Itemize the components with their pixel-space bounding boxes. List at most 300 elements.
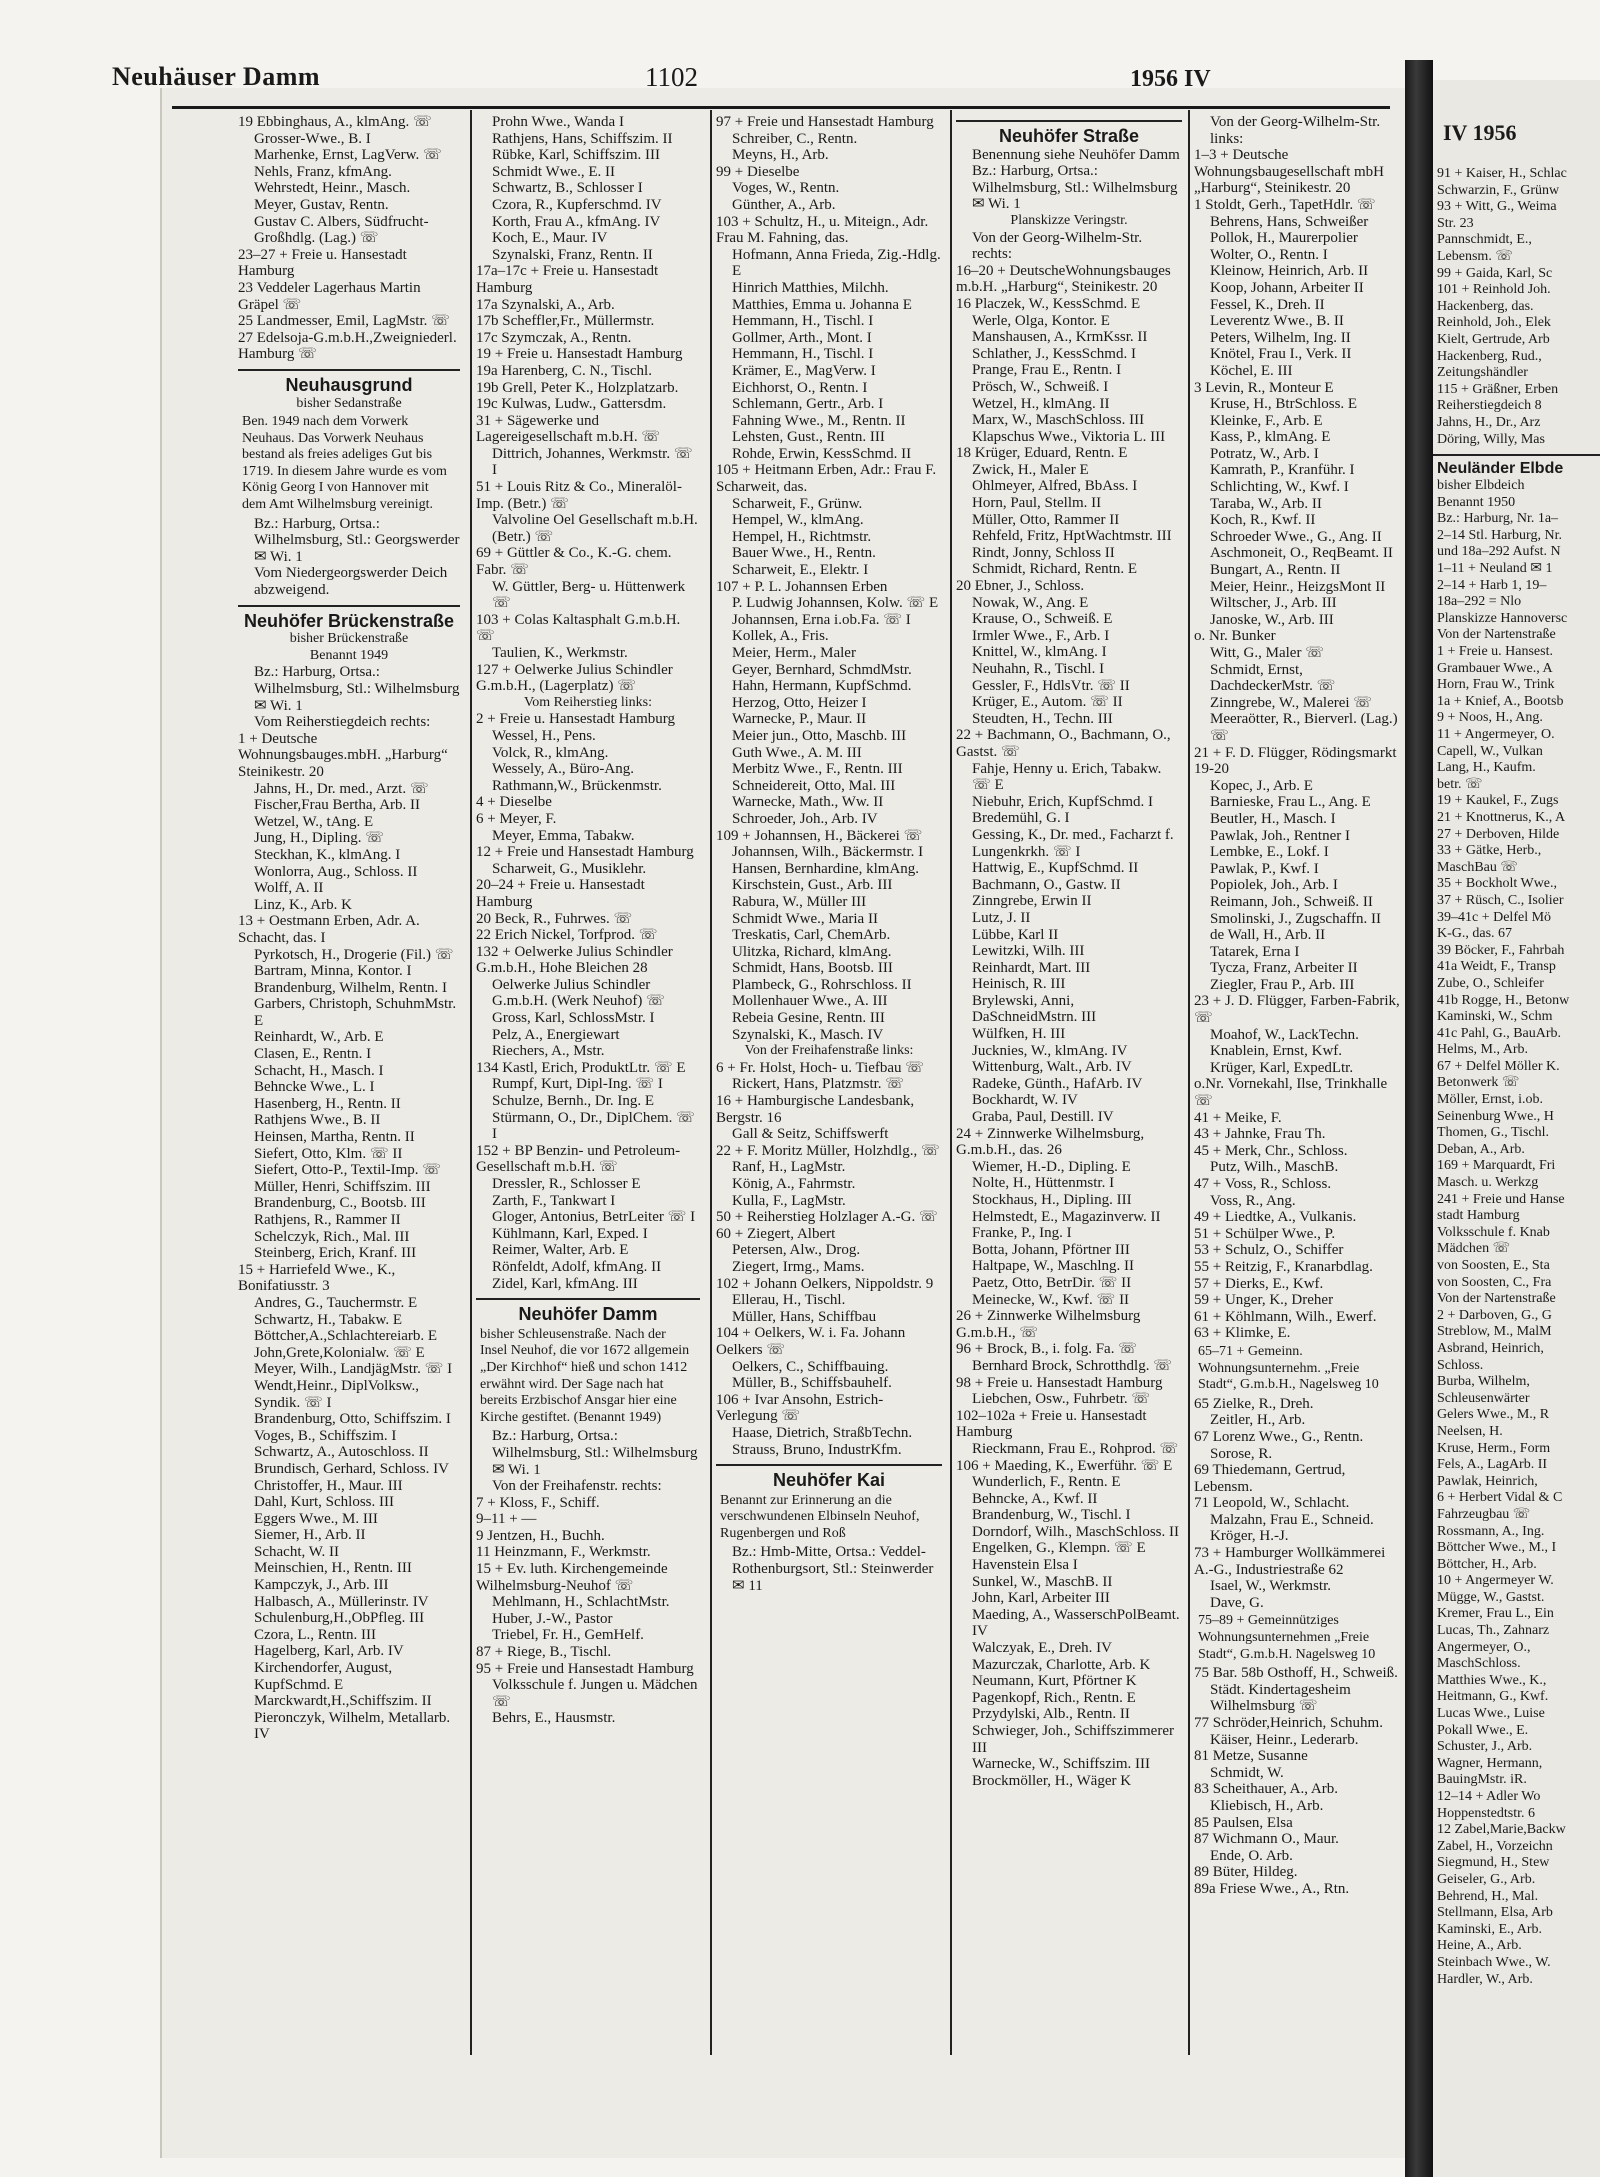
directory-entry: Lewitzki, Wilh. III (972, 943, 1085, 960)
directory-entry: Von der Georg-Wilhelm-Str. rechts: (972, 229, 1143, 263)
directory-entry: 31 + Sägewerke und Lagereigesellschaft m.b.H. ☏ (476, 412, 661, 446)
column-divider (1188, 110, 1190, 2055)
directory-entry: Wendt,Heinr., DiplVolksw., Syndik. ☏ I (254, 1377, 420, 1411)
directory-entry: Bz.: Harburg, Nr. 1a– (1437, 511, 1559, 527)
directory-entry: 11 Heinzmann, F., Werkmstr. (476, 1544, 651, 1561)
directory-entry: Nolte, H., Hüttenmstr. I (972, 1175, 1115, 1192)
directory-entry: Tatarek, Erna I (1210, 943, 1300, 960)
directory-entry: Meinschien, H., Rentn. III (254, 1560, 412, 1577)
page-number: 1102 (645, 62, 698, 92)
column-divider (950, 110, 952, 2055)
directory-entry: 98 + Freie u. Hansestadt Hamburg (956, 1374, 1163, 1391)
directory-entry: 13 + Oestmann Erben, Adr. A. Schacht, das. I (238, 913, 420, 946)
directory-entry: Ohlmeyer, Alfred, BbAss. I (972, 478, 1138, 495)
directory-entry: Zeitler, H., Arb. (1210, 1412, 1306, 1429)
directory-entry: Hoppenstedtstr. 6 (1437, 1805, 1535, 1821)
directory-entry: Lembke, E., Lokf. I (1210, 844, 1329, 861)
directory-entry: Reimer, Walter, Arb. E (492, 1242, 629, 1259)
directory-entry: Kleinow, Heinrich, Arb. II (1210, 263, 1369, 280)
directory-entry: Lucas, Th., Zahnarz (1437, 1623, 1550, 1639)
directory-entry: Str. 23 (1437, 215, 1474, 231)
directory-entry: 134 Kastl, Erich, ProduktLtr. ☏ E (476, 1059, 686, 1076)
directory-entry: Hofmann, Anna Frieda, Zig.-Hdlg. E (732, 246, 941, 280)
directory-entry: Behrens, Hans, Schweißer (1210, 213, 1369, 230)
directory-entry: Meinecke, W., Kwf. ☏ II (972, 1291, 1130, 1308)
directory-entry: Jucknies, W., klmAng. IV (972, 1042, 1128, 1059)
directory-entry: Linz, K., Arb. K (254, 896, 352, 913)
directory-entry: Geyer, Bernhard, SchmdMstr. (732, 661, 912, 678)
directory-entry: 1 + Deutsche Wohnungsbauges.mbH. „Harburg“ Steinikestr. 20 (238, 730, 448, 780)
directory-entry: Von der Nartenstraße (1437, 627, 1556, 643)
directory-entry: Kruse, Herm., Form (1437, 1440, 1551, 1456)
directory-entry: Petersen, Alw., Drog. (732, 1242, 861, 1259)
directory-entry: 89a Friese Wwe., A., Rtn. (1194, 1880, 1350, 1897)
directory-entry: 1–3 + Deutsche Wohnungsbaugesellschaft mbH „Harburg“, Steinikestr. 20 (1194, 147, 1385, 197)
directory-entry: Pelz, A., Energiewart (492, 1026, 620, 1043)
directory-entry: Lebensm. ☏ (1437, 248, 1513, 264)
directory-entry: Mädchen ☏ (1437, 1241, 1511, 1257)
directory-entry: Kruse, H., BtrSchloss. E (1210, 396, 1358, 413)
directory-entry: Helmstedt, E., Magazinverw. II (972, 1208, 1161, 1225)
directory-entry: Wetzel, H., klmAng. II (972, 395, 1110, 412)
directory-entry: Schlichting, W., Kwf. I (1210, 479, 1349, 496)
directory-entry: 50 + Reiherstieg Holzlager A.-G. ☏ (716, 1209, 938, 1226)
directory-entry: 16 Placzek, W., KessSchmd. E (956, 295, 1141, 312)
directory-entry: Eichhorst, O., Rentn. I (732, 379, 868, 396)
facing-page-header: IV 1956 (1443, 120, 1517, 145)
directory-entry: Irmler Wwe., F., Arb. I (972, 627, 1110, 644)
directory-entry: Mazurczak, Charlotte, Arb. K (972, 1656, 1151, 1673)
directory-entry: Deban, A., Arb. (1437, 1141, 1525, 1157)
directory-entry: Wagner, Hermann, (1437, 1755, 1543, 1771)
directory-entry: von Soosten, E., Sta (1437, 1258, 1550, 1273)
directory-entry: Gross, Karl, SchlossMstr. I (492, 1010, 655, 1027)
directory-entry: Matthies Wwe., K., (1437, 1672, 1547, 1688)
directory-entry: Jahns, H., Dr., Arz (1437, 414, 1541, 430)
directory-entry: 20 Ebner, J., Schloss. (956, 578, 1085, 595)
directory-entry: Janoske, W., Arb. III (1210, 611, 1334, 628)
directory-entry: Szynalski, K., Masch. IV (732, 1026, 884, 1043)
directory-entry: Zwick, H., Maler E (972, 461, 1089, 478)
directory-entry: Reiherstiegdeich 8 (1437, 398, 1542, 414)
directory-entry: Brandenburg, Wilhelm, Rentn. I (254, 979, 447, 996)
year-volume: 1956 IV (1130, 66, 1211, 92)
directory-entry: John,Grete,Kolonialw. ☏ E (254, 1344, 425, 1361)
directory-entry: Leverentz Wwe., B. II (1210, 313, 1344, 330)
directory-entry: Zabel, H., Vorzeichn (1437, 1838, 1553, 1854)
directory-entry: Müller, Hans, Schiffbau (732, 1308, 877, 1325)
directory-entry: Huber, J.-W., Pastor (492, 1610, 613, 1627)
directory-entry: Müller, Otto, Rammer II (972, 511, 1120, 528)
directory-entry: Guth Wwe., A. M. III (732, 744, 862, 761)
directory-entry: Rathmann,W., Brückenmstr. (492, 777, 662, 794)
directory-entry: Gessing, K., Dr. med., Facharzt f. Lungenkrkh. ☏ I (972, 826, 1174, 860)
book-gutter (1405, 60, 1433, 2177)
column-2 (476, 114, 700, 2054)
directory-entry: Herzog, Otto, Heizer I (732, 694, 867, 711)
directory-entry: 10 + Angermeyer W. (1437, 1573, 1554, 1589)
directory-entry: Böttcher, H., Arb. (1437, 1556, 1537, 1572)
column-divider (710, 110, 712, 2055)
directory-entry: Pagenkopf, Rich., Rentn. E (972, 1689, 1136, 1706)
directory-entry: Asbrand, Heinrich, (1437, 1340, 1544, 1356)
directory-entry: 99 + Gaida, Karl, Sc (1437, 265, 1553, 281)
directory-entry: Städt. Kindertagesheim Wilhelmsburg ☏ (1210, 1681, 1351, 1715)
street-description: bisher Schleusenstraße. Nach der Insel Neuhof, die vor 1672 allgemein „Der Kirchhof“ hieß und schon 1412 erwähnt wird. Der Sage nach hat bereits Erzbischof Ansgar hier eine Kirche gestiftet. (Benannt 1949) (480, 1326, 690, 1425)
directory-entry: Volksschule f. Jungen u. Mädchen ☏ (492, 1677, 698, 1710)
directory-entry: K-G., das. 67 (1437, 926, 1513, 942)
directory-entry: 127 + Oelwerke Julius Schindler G.m.b.H., (Lagerplatz) ☏ (476, 661, 673, 695)
facing-page-lines (1433, 166, 1600, 1988)
directory-entry: Pawlak, Joh., Rentner I (1210, 827, 1350, 844)
directory-entry: Mehlmann, H., SchlachtMstr. (492, 1594, 670, 1611)
directory-entry: Von der Nartenstraße (1437, 1291, 1556, 1307)
directory-entry: Niebuhr, Erich, KupfSchmd. I (972, 793, 1154, 810)
directory-entry: Koch, R., Kwf. II (1210, 512, 1316, 529)
directory-entry: 69 + Güttler & Co., K.-G. chem. Fabr. ☏ (476, 545, 672, 579)
directory-entry: Hemmann, H., Tischl. I (732, 346, 874, 363)
directory-entry: 2 + Darboven, G., G (1437, 1307, 1552, 1323)
directory-entry: Marckwardt,H.,Schiffszim. II (254, 1693, 432, 1710)
directory-entry: Bz.: Harburg, Ortsa.: Wilhelmsburg, Stl.: Wilhelmsburg ✉ Wi. 1 (254, 664, 460, 714)
column-4 (956, 114, 1182, 2054)
directory-entry: 93 + Witt, G., Weima (1437, 199, 1557, 215)
directory-entry: Benannt 1950 (1437, 494, 1516, 510)
directory-entry: Heine, A., Arb. (1437, 1938, 1522, 1954)
directory-entry: Ziegler, Frau P., Arb. III (1210, 976, 1355, 993)
directory-entry: Wolff, A. II (254, 880, 324, 897)
directory-entry: Krause, O., Schweiß. E (972, 611, 1113, 628)
directory-entry: Schulenburg,H.,ObPfleg. III (254, 1610, 425, 1627)
street-heading: Neuhöfer Kai (716, 1464, 942, 1489)
directory-entry: 2–14 Stl. Harburg, Nr. (1437, 527, 1562, 543)
directory-entry: Bungart, A., Rentn. II (1210, 562, 1341, 579)
directory-entry: Gustav C. Albers, Südfrucht-Großhdlg. (Lag.) ☏ (254, 213, 429, 247)
directory-entry: Hasenberg, H., Rentn. II (254, 1095, 401, 1112)
directory-entry: 55 + Reitzig, F., Kranarbdlag. (1194, 1258, 1373, 1275)
directory-entry: 19 + Freie u. Hansestadt Hamburg (476, 346, 683, 363)
directory-entry: Hardler, W., Arb. (1437, 1971, 1533, 1987)
directory-entry: Kühlmann, Karl, Exped. I (492, 1225, 648, 1242)
directory-entry: 104 + Oelkers, W. i. Fa. Johann Oelkers ☏ (716, 1325, 906, 1358)
directory-entry: Kulla, F., LagMstr. (732, 1192, 846, 1209)
directory-entry: Schmidt Wwe., Maria II (732, 910, 878, 927)
directory-entry: 19a Harenberg, C. N., Tischl. (476, 362, 652, 379)
directory-entry: Schmidt, Hans, Bootsb. III (732, 960, 893, 977)
directory-entry: o. Nr. Bunker (1194, 628, 1276, 645)
directory-entry: Knötel, Frau I., Verk. II (1210, 346, 1352, 363)
directory-entry: Kröger, H.-J. (1210, 1528, 1289, 1545)
directory-entry: Fels, A., LagArb. II (1437, 1457, 1548, 1473)
directory-entry: Bz.: Harburg, Ortsa.: Wilhelmsburg, Stl.: Wilhelmsburg ✉ Wi. 1 (972, 163, 1178, 213)
directory-entry: Koch, E., Maur. IV (492, 230, 608, 247)
directory-entry: Malzahn, Frau E., Schneid. (1210, 1511, 1374, 1528)
directory-entry: 17c Szymczak, A., Rentn. (476, 329, 632, 346)
directory-entry: Zinngrebe, W., Malerei ☏ (1210, 694, 1373, 711)
directory-entry: Dorndorf, Wilh., MaschSchloss. II (972, 1523, 1180, 1540)
directory-entry: 102–102a + Freie u. Hansestadt Hamburg (956, 1407, 1147, 1441)
directory-entry: Christoffer, H., Maur. III (254, 1477, 403, 1494)
directory-entry: Zarth, F., Tankwart I (492, 1192, 616, 1209)
directory-entry: 91 + Kaiser, H., Schlac (1437, 166, 1567, 181)
directory-entry: Johannsen, Erna i.ob.Fa. ☏ I (732, 611, 911, 628)
directory-entry: Grambauer Wwe., A (1437, 660, 1553, 676)
directory-entry: Ranf, H., LagMstr. (732, 1159, 846, 1176)
directory-entry: Dressler, R., Schlosser E (492, 1176, 641, 1192)
directory-entry: 1 Stoldt, Gerh., TapetHdlr. ☏ (1194, 196, 1376, 213)
directory-entry: Heinsen, Martha, Rentn. II (254, 1129, 415, 1146)
directory-entry: Brandenburg, W., Tischl. I (972, 1507, 1131, 1524)
directory-entry: Lutz, J. II (972, 909, 1031, 926)
directory-entry: Heinisch, R. III (972, 976, 1066, 993)
directory-entry: 26 + Zinnwerke Wilhelmsburg G.m.b.H., ☏ (956, 1308, 1141, 1341)
directory-entry: Schlather, J., KessSchmd. I (972, 345, 1136, 362)
directory-entry: 19c Kulwas, Ludw., Gattersdm. (476, 396, 667, 413)
directory-entry: Schmidt, W. (1210, 1764, 1284, 1781)
directory-entry: Reinhold, Joh., Elek (1437, 315, 1551, 331)
directory-entry: Behncke Wwe., L. I (254, 1079, 375, 1096)
directory-entry: Stockhaus, H., Dipling. III (972, 1192, 1132, 1208)
directory-entry: 9–11 + — (476, 1511, 537, 1528)
directory-entry: 106 + Ivar Ansohn, Estrich-Verlegung ☏ (716, 1391, 884, 1425)
directory-entry: Havenstein Elsa I (972, 1557, 1078, 1574)
directory-entry: Bz.: Harburg, Ortsa.: Wilhelmsburg, Stl.: Georgswerder ✉ Wi. 1 (254, 515, 460, 565)
directory-entry: Voges, W., Rentn. (732, 180, 840, 197)
directory-entry: Marhenke, Ernst, LagVerw. ☏ (254, 147, 442, 164)
directory-entry: Schroeder, Joh., Arb. IV (732, 810, 878, 827)
directory-entry: Klapschus Wwe., Viktoria L. III (972, 428, 1166, 445)
directory-entry: Wiltscher, J., Arb. III (1210, 595, 1337, 612)
directory-entry: 37 + Rüsch, C., Isolier (1437, 892, 1564, 908)
directory-entry: Voss, R., Ang. (1210, 1192, 1296, 1209)
directory-entry: 18a–292 = Nlo (1437, 594, 1522, 610)
directory-entry: o.Nr. Vornekahl, Ilse, Trinkhalle ☏ (1194, 1076, 1388, 1110)
directory-entry: 69 Thiedemann, Gertrud, Lebensm. (1194, 1462, 1346, 1495)
directory-entry: 21 + F. D. Flügger, Rödingsmarkt 19-20 (1194, 744, 1397, 778)
directory-entry: Schwieger, Joh., Schiffszimmerer III (972, 1723, 1174, 1756)
directory-entry: Bockhardt, W. IV (972, 1092, 1078, 1109)
directory-entry: 21 + Knottnerus, K., A (1437, 809, 1566, 825)
directory-entry: Smolinski, J., Zugschaffn. II (1210, 910, 1381, 927)
directory-entry: Hinrich Matthies, Milchh. (732, 279, 889, 296)
directory-entry: 25 Landmesser, Emil, LagMstr. ☏ (238, 313, 450, 330)
directory-entry: Siemer, H., Arb. II (254, 1527, 366, 1544)
directory-entry: Korth, Frau A., kfmAng. IV (492, 213, 661, 230)
directory-entry: 109 + Johannsen, H., Bäckerei ☏ (716, 827, 923, 844)
directory-entry: Marx, W., MaschSchloss. III (972, 412, 1145, 429)
directory-entry: 63 + Klimke, E. (1194, 1325, 1291, 1342)
directory-entry: Peters, Wilhelm, Ing. II (1210, 329, 1351, 346)
directory-entry: 47 + Voss, R., Schloss. (1194, 1176, 1332, 1192)
directory-entry: 43 + Jahnke, Frau Th. (1194, 1126, 1326, 1143)
directory-entry: 61 + Köhlmann, Wilh., Ewerf. (1194, 1308, 1377, 1325)
directory-entry: Fahrzeugbau ☏ (1437, 1506, 1531, 1522)
directory-entry: 1 + Freie u. Hansest. (1437, 644, 1553, 660)
directory-entry: Pawlak, P., Kwf. I (1210, 860, 1319, 877)
directory-entry: 67 Lorenz Wwe., G., Rentn. (1194, 1428, 1364, 1445)
directory-entry: 41b Rogge, H., Betonw (1437, 992, 1570, 1008)
column-1 (238, 114, 460, 2054)
directory-entry: Lehsten, Gust., Rentn. III (732, 429, 885, 446)
section-note: Planskizze Veringstr. (1010, 212, 1128, 228)
directory-entry: Geiseler, G., Arb. (1437, 1871, 1536, 1887)
directory-entry: Radeke, Günth., HafArb. IV (972, 1075, 1143, 1092)
directory-entry: Schmidt, Ernst, DachdeckerMstr. ☏ (1210, 661, 1336, 695)
directory-entry: Witt, G., Maler ☏ (1210, 645, 1324, 661)
directory-entry: Bachmann, O., Gastw. II (972, 876, 1121, 893)
directory-entry: Rathjens Wwe., B. II (254, 1112, 381, 1129)
directory-entry: Paetz, Otto, BetrDir. ☏ II (972, 1274, 1132, 1291)
directory-entry: Steckhan, K., klmAng. I (254, 846, 401, 863)
directory-entry: Prange, Frau E., Rentn. I (972, 362, 1122, 379)
directory-entry: 23 + J. D. Flügger, Farben-Fabrik, ☏ (1194, 993, 1400, 1027)
column-5 (1194, 114, 1402, 2054)
directory-entry: Bredemühl, G. I (972, 810, 1070, 827)
directory-entry: Gessler, F., HdlsVtr. ☏ II (972, 677, 1130, 694)
directory-entry: 15 + Ev. luth. Kirchengemeinde Wilhelmsburg-Neuhof ☏ (476, 1561, 668, 1594)
directory-entry: Schwartz, B., Schlosser I (492, 180, 643, 197)
directory-entry: Fischer,Frau Bertha, Arb. II (254, 797, 421, 814)
directory-entry: Engelken, G., Klempn. ☏ E (972, 1540, 1146, 1557)
directory-entry: Czora, L., Rentn. III (254, 1626, 377, 1643)
directory-entry: Strauss, Bruno, IndustrKfm. (732, 1441, 902, 1458)
directory-entry: Pollok, H., Maurerpolier (1210, 230, 1358, 247)
directory-entry: Lang, H., Kaufm. (1437, 760, 1536, 776)
directory-entry: 106 + Maeding, K., Ewerführ. ☏ E (956, 1457, 1173, 1474)
directory-entry: Hattwig, E., KupfSchmd. II (972, 860, 1139, 877)
directory-entry: Dave, G. (1210, 1594, 1264, 1611)
directory-entry: Szynalski, Franz, Rentn. II (492, 246, 653, 263)
directory-entry: Bartram, Minna, Kontor. I (254, 963, 412, 980)
directory-entry: 24 + Zinnwerke Wilhelmsburg, G.m.b.H., das. 26 (956, 1125, 1145, 1159)
directory-entry: Behrend, H., Mal. (1437, 1888, 1539, 1904)
directory-entry: 22 Erich Nickel, Torfprod. ☏ (476, 927, 658, 944)
directory-entry: und 18a–292 Aufst. N (1437, 544, 1561, 560)
directory-entry: Gall & Seitz, Schiffswerft (732, 1126, 889, 1143)
directory-entry: Sunkel, W., MaschB. II (972, 1573, 1113, 1590)
directory-entry: 19 + Kaukel, F., Zugs (1437, 793, 1559, 809)
street-heading: Neuländer Elbde (1433, 454, 1600, 478)
directory-entry: Kleinke, F., Arb. E (1210, 412, 1323, 429)
directory-entry: 57 + Dierks, E., Kwf. (1194, 1275, 1324, 1292)
directory-entry: Behrs, E., Hausmstr. (492, 1710, 616, 1727)
directory-entry: 85 Paulsen, Elsa (1194, 1814, 1293, 1831)
directory-entry: Kirschstein, Gust., Arb. III (732, 877, 893, 894)
directory-entry: Kirchendorfer, August, KupfSchmd. E (254, 1660, 393, 1693)
directory-entry: Wonlorra, Aug., Schloss. II (254, 863, 418, 880)
directory-entry: Gloger, Antonius, BetrLeiter ☏ I (492, 1209, 696, 1226)
directory-entry: Wittenburg, Walt., Arb. IV (972, 1059, 1132, 1076)
directory-entry: 39–41c + Delfel Mö (1437, 909, 1552, 925)
directory-entry: Brockmöller, H., Wäger K (972, 1772, 1132, 1789)
directory-entry: 45 + Merk, Chr., Schloss. (1194, 1142, 1348, 1159)
directory-entry: Kielt, Gertrude, Arb (1437, 331, 1550, 347)
directory-entry: Schmidt Wwe., E. II (492, 163, 616, 180)
directory-entry: 99 + Dieselbe (716, 163, 800, 180)
directory-entry: 107 + P. L. Johannsen Erben (716, 578, 888, 595)
directory-entry: Treskatis, Carl, ChemArb. (732, 927, 891, 944)
directory-entry: 102 + Johann Oelkers, Nippoldstr. 9 (716, 1275, 934, 1292)
directory-entry: Warnecke, Math., Ww. II (732, 794, 884, 811)
directory-entry: 89 Büter, Hildeg. (1194, 1864, 1298, 1881)
directory-entry: Bz.: Hmb-Mitte, Ortsa.: Veddel-Rothenburgsort, Stl.: Steinwerder ✉ 11 (732, 1544, 934, 1594)
directory-entry: Rebeia Gesine, Rentn. III (732, 1010, 885, 1027)
directory-entry: Volksschule f. Knab (1437, 1224, 1550, 1240)
directory-entry: Mollenhauer Wwe., A. III (732, 993, 888, 1010)
directory-entry: Betonwerk ☏ (1437, 1075, 1520, 1091)
directory-entry: 6 + Herbert Vidal & C (1437, 1490, 1563, 1506)
directory-entry: Mügge, W., Gastst. (1437, 1589, 1545, 1605)
directory-entry: Garbers, Christoph, SchuhmMstr. E (254, 996, 457, 1029)
directory-entry: Kamrath, P., Kranführ. I (1210, 462, 1355, 479)
directory-entry: Isael, W., Werkmstr. (1210, 1578, 1332, 1595)
street-heading: Neuhöfer Damm (476, 1298, 700, 1323)
directory-entry: Capell, W., Vulkan (1437, 743, 1543, 759)
directory-entry: Schwarzin, F., Grünw (1437, 182, 1560, 198)
column-3 (716, 114, 942, 2054)
directory-entry: Wiemer, H.-D., Dipling. E (972, 1158, 1131, 1175)
directory-entry: Prösch, W., Schweiß. I (972, 378, 1109, 395)
directory-entry: 2–14 + Harb 1, 19– (1437, 577, 1547, 593)
directory-entry: 1a + Knief, A., Bootsb (1437, 693, 1564, 709)
directory-entry: 103 + Colas Kaltasphalt G.m.b.H. ☏ (476, 611, 681, 645)
directory-entry: 22 + F. Moritz Müller, Holzhdlg., ☏ (716, 1142, 940, 1159)
directory-entry: Ulitzka, Richard, klmAng. (732, 943, 892, 960)
directory-entry: Botta, Johann, Pförtner III (972, 1241, 1130, 1258)
directory-entry: Streblow, M., MalM (1437, 1324, 1552, 1340)
directory-entry: 20 Beck, R., Fuhrwes. ☏ (476, 910, 633, 927)
directory-entry: Pyrkotsch, H., Drogerie (Fil.) ☏ (254, 946, 454, 963)
directory-entry: Steudten, H., Techn. III (972, 710, 1113, 727)
directory-entry: Wunderlich, F., Rentn. E (972, 1474, 1121, 1491)
directory-entry: Barnieske, Frau L., Ang. E (1210, 794, 1371, 811)
directory-entry: Werle, Olga, Kontor. E (972, 312, 1110, 329)
directory-entry: stadt Hamburg (1437, 1208, 1520, 1224)
directory-entry: Rathjens, Hans, Schiffszim. II (492, 130, 673, 147)
directory-entry: 75 Bar. 58b Osthoff, H., Schweiß. (1194, 1665, 1398, 1682)
directory-entry: Stellmann, Elsa, Arb (1437, 1905, 1553, 1921)
directory-entry: Scharweit, G., Musiklehr. (492, 860, 647, 877)
directory-entry: Von der Georg-Wilhelm-Str. links: (1210, 114, 1381, 147)
directory-entry: MaschSchloss. (1437, 1656, 1521, 1672)
directory-entry: 73 + Hamburger Wollkämmerei A.-G., Industriestraße 62 (1194, 1545, 1386, 1578)
directory-entry: Neuhahn, R., Tischl. I (972, 661, 1105, 677)
directory-entry: Putz, Wilh., MaschB. (1210, 1159, 1339, 1176)
directory-entry: 51 + Schülper Wwe., P. (1194, 1225, 1336, 1242)
directory-entry: Przydylski, Alb., Rentn. II (972, 1706, 1130, 1723)
street-range-title: Neuhäuser Damm (112, 62, 321, 91)
directory-entry: Kaminski, W., Schm (1437, 1009, 1553, 1025)
directory-entry: Möller, Ernst, i.ob. (1437, 1092, 1543, 1108)
directory-entry: 22 + Bachmann, O., Bachmann, O., Gastst. ☏ (956, 727, 1171, 760)
directory-entry: 3 Levin, R., Monteur E (1194, 379, 1334, 396)
facing-page (1433, 80, 1600, 2177)
directory-entry: Wessely, A., Büro-Ang. (492, 761, 634, 778)
directory-entry: 60 + Ziegert, Albert (716, 1225, 836, 1242)
directory-entry: Tycza, Franz, Arbeiter II (1210, 960, 1358, 977)
directory-entry: Horn, Frau W., Trink (1437, 677, 1555, 693)
directory-entry: Pieronczyk, Wilhelm, Metallarb. IV (254, 1709, 451, 1743)
directory-entry: 7 + Kloss, F., Schiff. (476, 1494, 600, 1511)
directory-entry: Schwartz, A., Autoschloss. II (254, 1444, 429, 1461)
directory-entry: Aschmoneit, O., ReqBeamt. II (1210, 545, 1393, 562)
directory-entry: 6 + Meyer, F. (476, 810, 557, 827)
directory-entry: Warnecke, W., Schiffszim. III (972, 1756, 1151, 1773)
section-note: Vom Reiherstieg links: (523, 694, 653, 710)
directory-entry: Dittrich, Johannes, Werkmstr. ☏ I (492, 445, 693, 479)
directory-entry: Schacht, W. II (254, 1543, 339, 1560)
directory-entry: Pokall Wwe., E. (1437, 1722, 1529, 1738)
